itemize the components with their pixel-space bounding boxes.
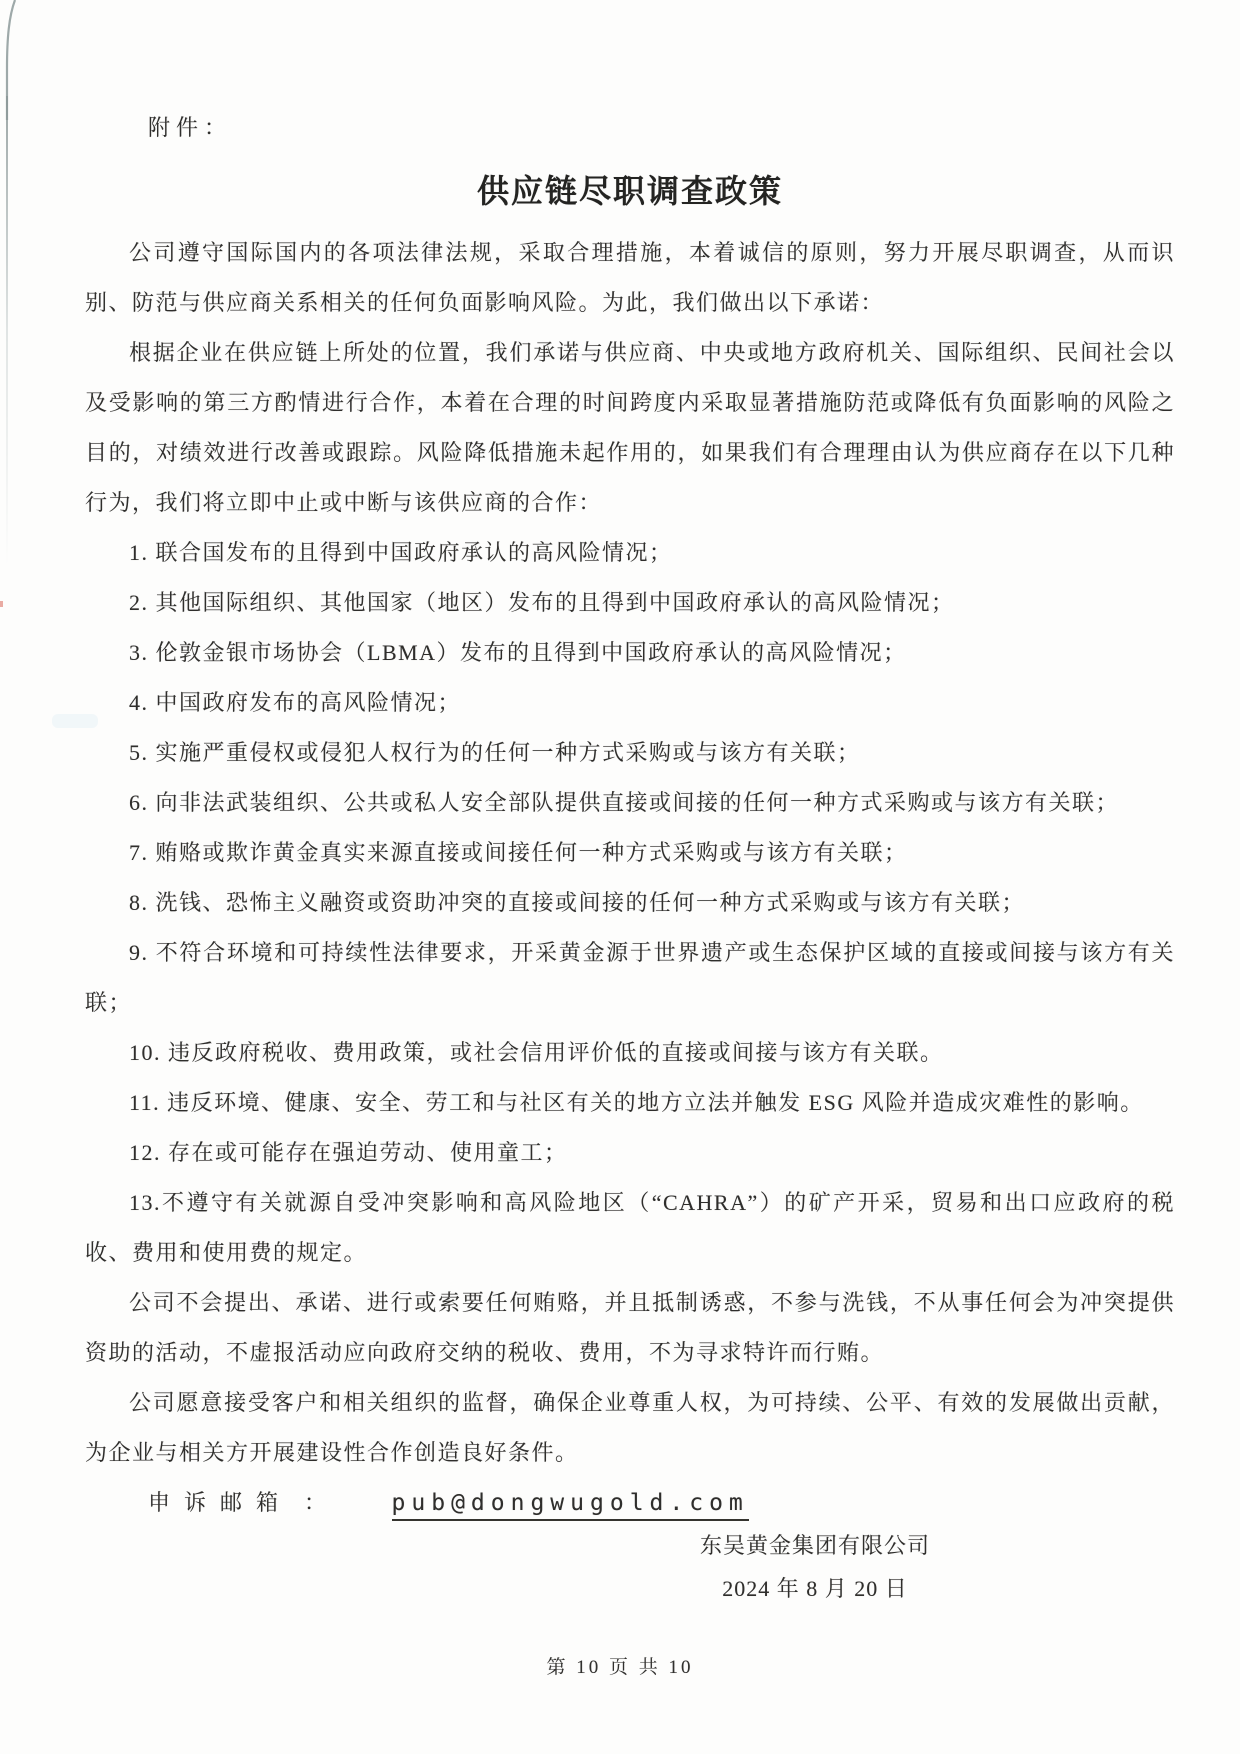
- policy-item-13: 13.不遵守有关就源自受冲突影响和高风险地区（“CAHRA”）的矿产开采，贸易和出口应政府的税收、费用和使用费的规定。: [85, 1190, 1175, 1265]
- policy-item-3: 3. 伦敦金银市场协会（LBMA）发布的且得到中国政府承认的高风险情况；: [129, 640, 907, 665]
- closing-paragraph-1: 公司不会提出、承诺、进行或索要任何贿赂，并且抵制诱惑，不参与洗钱，不从事任何会为冲突提供资助的活动，不虚报活动应向政府交纳的税收、费用，不为寻求特许而行贿。: [85, 1290, 1175, 1365]
- closing-paragraph-2: 公司愿意接受客户和相关组织的监督，确保企业尊重人权，为可持续、公平、有效的发展做出贡献，为企业与相关方开展建设性合作创造良好条件。: [85, 1390, 1175, 1465]
- complaint-email-row: [85, 1478, 1175, 1528]
- attachment-label: 附件：: [148, 115, 233, 140]
- document-content: [0, 106, 1240, 1610]
- policy-item-7: 7. 贿赂或欺诈黄金真实来源直接或间接任何一种方式采购或与该方有关联；: [129, 840, 908, 865]
- intro-paragraph-2: 根据企业在供应链上所处的位置，我们承诺与供应商、中央或地方政府机关、国际组织、民间社会以及受影响的第三方酌情进行合作，本着在合理的时间跨度内采取显著措施防范或降低有负面影响的风险之目的，对绩效进行改善或跟踪。风险降低措施未起作用的，如果我们有合理理由认为供应商存在以下几种行为，我们将立即中止或中断与该供应商的合作：: [85, 340, 1175, 515]
- scan-edge-artifact: [6, 96, 8, 566]
- scan-smudge-artifact: [52, 714, 98, 728]
- signature-company: 东吴黄金集团有限公司: [699, 1533, 930, 1558]
- scan-artifact-top-left: [0, 0, 26, 130]
- policy-item-9: 9. 不符合环境和可持续性法律要求，开采黄金源于世界遗产或生态保护区域的直接或间接与该方有关联；: [85, 940, 1175, 1015]
- intro-paragraph-1: 公司遵守国际国内的各项法律法规，采取合理措施，本着诚信的原则，努力开展尽职调查，从而识别、防范与供应商关系相关的任何负面影响风险。为此，我们做出以下承诺：: [85, 240, 1175, 315]
- policy-item-12: 12. 存在或可能存在强迫劳动、使用童工；: [129, 1140, 568, 1165]
- colon-separator: ：: [304, 1490, 328, 1515]
- document-body: [85, 228, 1175, 1610]
- signature-date: 2024 年 8 月 20 日: [722, 1576, 908, 1601]
- complaint-email-address: pub@dongwugold.com: [392, 1488, 749, 1521]
- document-title: 供应链尽职调查政策: [476, 173, 783, 209]
- signature-block: [645, 1524, 985, 1610]
- policy-item-2: 2. 其他国际组织、其他国家（地区）发布的且得到中国政府承认的高风险情况；: [129, 590, 955, 615]
- policy-item-11: 11. 违反环境、健康、安全、劳工和与社区有关的地方立法并触发 ESG 风险并造成灾难性的影响。: [129, 1090, 1144, 1115]
- policy-item-6: 6. 向非法武装组织、公共或私人安全部队提供直接或间接的任何一种方式采购或与该方有关联；: [129, 790, 1120, 815]
- page-number: 第 10 页 共 10: [546, 1657, 694, 1678]
- policy-item-1: 1. 联合国发布的且得到中国政府承认的高风险情况；: [129, 540, 673, 565]
- policy-item-4: 4. 中国政府发布的高风险情况；: [129, 690, 462, 715]
- policy-item-8: 8. 洗钱、恐怖主义融资或资助冲突的直接或间接的任何一种方式采购或与该方有关联；: [129, 890, 1026, 915]
- policy-item-5: 5. 实施严重侵权或侵犯人权行为的任何一种方式采购或与该方有关联；: [129, 740, 861, 765]
- complaint-email-label: 申诉邮箱: [148, 1490, 293, 1515]
- scan-dot-artifact: [0, 601, 3, 607]
- policy-item-10: 10. 违反政府税收、费用政策，或社会信用评价低的直接或间接与该方有关联。: [129, 1040, 944, 1065]
